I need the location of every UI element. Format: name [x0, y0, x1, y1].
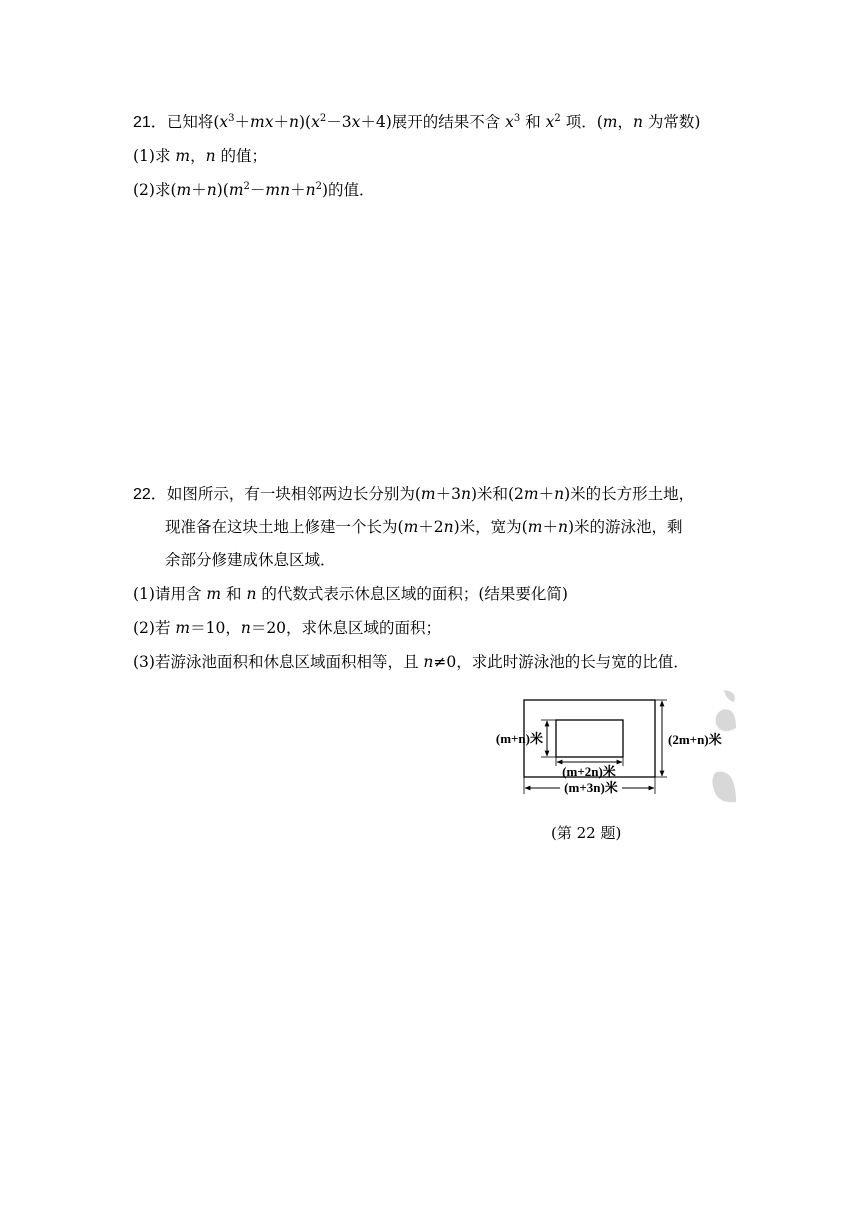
decorative-blob	[716, 709, 736, 731]
land-length-label: (m+3n)米	[564, 780, 618, 795]
q22-stem-line-1: 22．如图所示，有一块相邻两边长分别为(m＋3n)米和(2m＋n)米的长方形土地，	[133, 485, 695, 503]
q21-part-1: (1)求 m，n 的值；	[133, 147, 268, 165]
question-number: 21．	[133, 114, 167, 131]
pool-rectangle	[556, 720, 623, 757]
figure-caption: (第 22 题)	[551, 824, 622, 842]
pool-length-label: (m+2n)米	[562, 764, 616, 779]
land-width-label: (2m+n)米	[668, 732, 722, 747]
land-figure	[486, 688, 736, 806]
question-number: 22．	[133, 486, 167, 503]
q21-stem: 21．已知将$(x^3+mx+n)(x^2-3x+4)$展开的结果不含 $x^3$ 和 $x^2$ 项．(m，n 为常数)	[133, 113, 701, 131]
q21-part-2: (2)求$(m+n)(m^2-mn+n^2)$的值．	[133, 181, 375, 199]
decorative-blob	[712, 772, 736, 803]
q22-stem-line-2: 现准备在这块土地上修建一个长为(m＋2n)米，宽为(m＋n)米的游泳池，剩	[165, 518, 683, 536]
q22-stem-line-3: 余部分修建成休息区域．	[165, 551, 336, 569]
q22-part-1: (1)请用含 m 和 n 的代数式表示休息区域的面积；(结果要化简)	[133, 585, 568, 603]
pool-width-label: (m+n)米	[495, 731, 543, 746]
land-diagram	[486, 688, 736, 806]
decorative-blob	[724, 690, 735, 702]
q22-part-3: (3)若游泳池面积和休息区域面积相等，且 n≠0，求此时游泳池的长与宽的比值．	[133, 653, 689, 671]
q22-part-2: (2)若 m＝10，n＝20，求休息区域的面积；	[133, 619, 442, 637]
